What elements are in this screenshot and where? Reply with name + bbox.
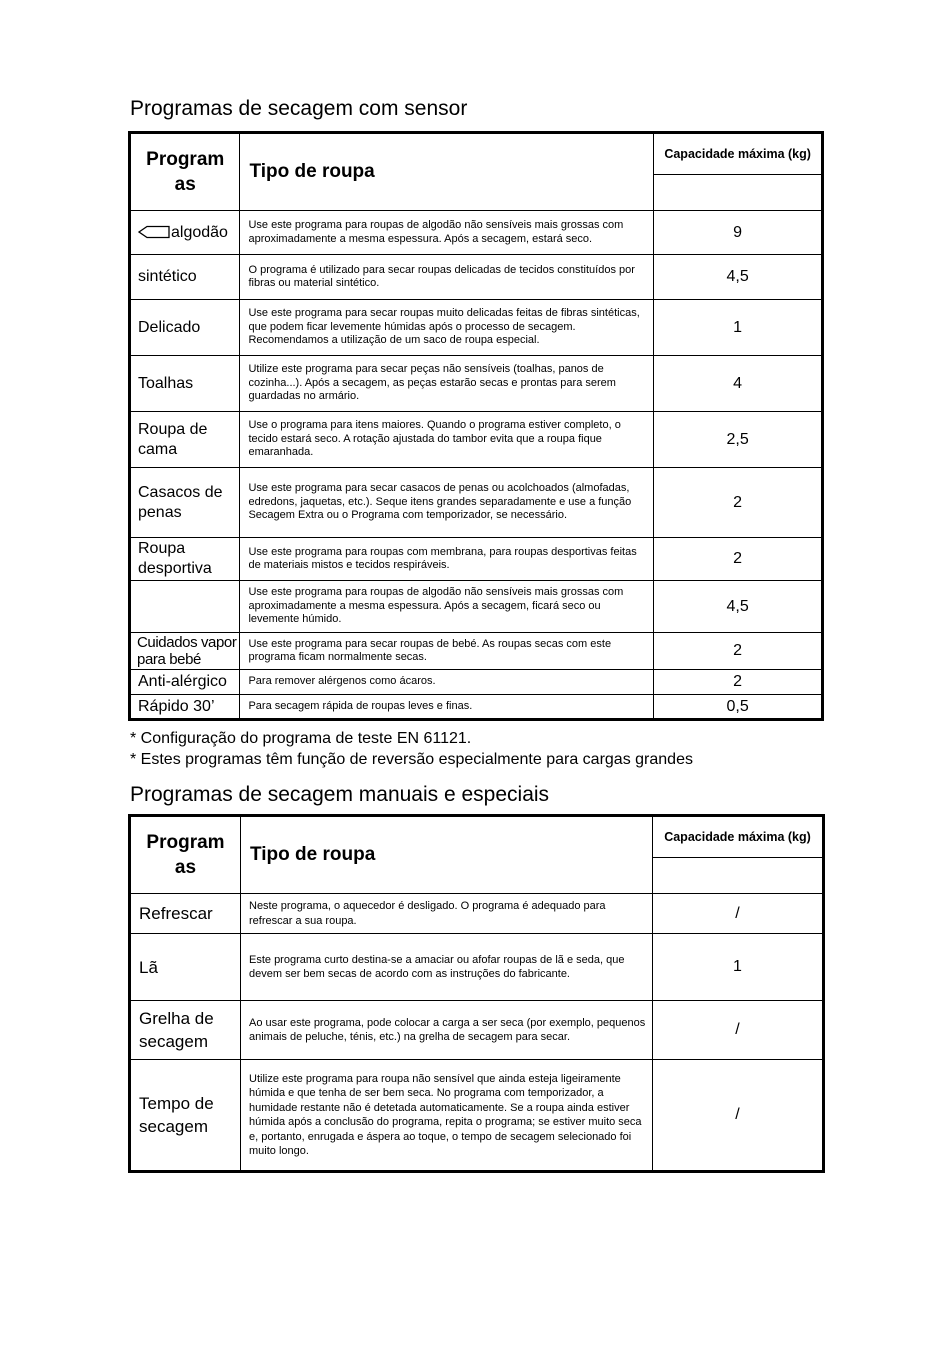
program-description: Este programa curto destina-se a amaciar ou afofar roupas de lã e seda, que devem ser bem secas de acordo com as instruções do fabricante.: [241, 934, 653, 1001]
header-capacity: Capacidade máxima (kg): [654, 133, 823, 175]
program-capacity: 2: [654, 538, 823, 581]
program-row: [130, 255, 823, 300]
program-row: [130, 468, 823, 538]
program-name: [130, 255, 240, 300]
program-name-label: Grelha de secagem: [139, 1009, 214, 1051]
program-capacity: 9: [654, 211, 823, 255]
program-capacity: 1: [653, 934, 824, 1001]
program-name: [130, 670, 240, 695]
sensor-programs-table: [128, 131, 824, 721]
program-capacity: 2: [654, 670, 823, 695]
program-description: Utilize este programa para secar peças não sensíveis (toalhas, panos de cozinha...). Após a secagem, as peças estarão secas e prontas para serem guardadas no armário.: [240, 356, 654, 412]
program-description: Use este programa para secar casacos de penas ou acolchoados (almofadas, edredons, jaquetas, etc.). Seque itens grandes separadamente e use a função Secagem Extra ou o Programa com temporizador, se necessário.: [240, 468, 654, 538]
program-name-label: Lã: [139, 957, 158, 977]
program-row: [130, 1001, 824, 1060]
program-name-label: Toalhas: [138, 374, 194, 392]
program-row: [130, 356, 823, 412]
program-description: Para secagem rápida de roupas leves e finas.: [240, 695, 654, 720]
program-description: Para remover alérgenos como ácaros.: [240, 670, 654, 695]
program-row: [130, 300, 823, 356]
header-programs: [130, 133, 240, 211]
header-programs: [130, 816, 241, 894]
sensor-section-title: Programas de secagem com sensor: [130, 97, 468, 120]
program-capacity: 4: [654, 356, 823, 412]
program-name-label: Refrescar: [139, 904, 213, 923]
program-description: Use este programa para secar roupas de bebé. As roupas secas com este programa ficam normalmente secas.: [240, 633, 654, 670]
program-description: Use este programa para roupas de algodão não sensíveis mais grossas com aproximadamente a mesma espessura. Após a secagem, ficará seco ou levemente húmido.: [240, 581, 654, 633]
program-description: Use este programa para roupas de algodão não sensíveis mais grossas com aproximadamente a mesma espessura. Após a secagem, estará seco.: [240, 211, 654, 255]
program-capacity: 2,5: [654, 412, 823, 468]
header-capacity-empty: [654, 175, 823, 211]
program-name: [130, 934, 241, 1001]
program-name: [130, 695, 240, 720]
program-description: Ao usar este programa, pode colocar a carga a ser seca (por exemplo, pequenos animais de peluche, ténis, etc.) na grelha de secagem para secar.: [241, 1001, 653, 1060]
program-name: [130, 1001, 241, 1060]
program-name: [130, 538, 240, 581]
program-description: O programa é utilizado para secar roupas delicadas de tecidos constituídos por fibras ou material sintético.: [240, 255, 654, 300]
program-name: [130, 581, 240, 633]
program-name-label: Rápido 30’: [138, 697, 215, 715]
footnote-test-program: * Configuração do programa de teste EN 61121.: [130, 730, 472, 747]
program-name-label: Casacos de penas: [138, 483, 223, 521]
program-name: [130, 1060, 241, 1172]
program-capacity: /: [653, 1060, 824, 1172]
program-name: [130, 633, 240, 670]
cotton-symbol-icon: [138, 225, 170, 239]
program-row: [130, 695, 823, 720]
program-capacity: 4,5: [654, 581, 823, 633]
program-name-label: Tempo de secagem: [139, 1094, 214, 1136]
program-name-label: Anti-alérgico: [138, 673, 227, 690]
program-name: [130, 211, 240, 255]
program-name-label: Cuidados vapor para bebé: [137, 634, 237, 668]
program-capacity: /: [653, 894, 824, 934]
program-capacity: /: [653, 1001, 824, 1060]
program-row: [130, 670, 823, 695]
header-clothing-type: Tipo de roupa: [240, 133, 654, 211]
program-row: [130, 633, 823, 670]
program-name-label: sintético: [138, 268, 197, 285]
program-name: [130, 412, 240, 468]
header-programs-label: Program as: [146, 832, 225, 878]
program-description: Neste programa, o aquecedor é desligado. O programa é adequado para refrescar a sua roupa.: [241, 894, 653, 934]
program-capacity: 2: [654, 633, 823, 670]
footnotes: [130, 728, 693, 770]
program-row: [130, 934, 824, 1001]
program-description: Use este programa para secar roupas muito delicadas feitas de fibras sintéticas, que podem ficar levemente húmidas após o processo de secagem. Recomendamos a utilização de um saco de roupa especial.: [240, 300, 654, 356]
program-name: [130, 300, 240, 356]
program-description: Utilize este programa para roupa não sensível que ainda esteja ligeiramente húmida e que tenha de ser bem seca. No programa com temporizador, a humidade restante não é detetada automaticamente. Se a roupa ainda estiver húmida após a conclusão do programa, repita o programa; se estiver muito seca e, portanto, enrugada e áspera ao toque, o tempo de secagem selecionado foi muito longo.: [241, 1060, 653, 1172]
footnote-reversal: * Estes programas têm função de reversão especialmente para cargas grandes: [130, 751, 693, 768]
program-name-label: Roupa desportiva: [138, 540, 212, 577]
program-name-label: algodão: [171, 223, 228, 241]
program-row: [130, 581, 823, 633]
program-capacity: 1: [654, 300, 823, 356]
program-description: Use o programa para itens maiores. Quando o programa estiver completo, o tecido estará seco. A rotação ajustada do tambor evita que a roupa fique emaranhada.: [240, 412, 654, 468]
header-capacity-empty: [653, 858, 824, 894]
program-row: [130, 894, 824, 934]
header-programs-label: Program as: [146, 149, 225, 195]
program-row: [130, 211, 823, 255]
program-name-label: Delicado: [138, 318, 201, 336]
header-capacity: Capacidade máxima (kg): [653, 816, 824, 858]
program-capacity: 2: [654, 468, 823, 538]
program-name: [130, 894, 241, 934]
program-name-label: Roupa de cama: [138, 420, 208, 458]
program-description: Use este programa para roupas com membrana, para roupas desportivas feitas de materiais mistos e tecidos respiráveis.: [240, 538, 654, 581]
program-row: [130, 412, 823, 468]
program-capacity: 4,5: [654, 255, 823, 300]
program-capacity: 0,5: [654, 695, 823, 720]
program-name: [130, 356, 240, 412]
header-clothing-type: Tipo de roupa: [241, 816, 653, 894]
program-row: [130, 538, 823, 581]
manual-section-title: Programas de secagem manuais e especiais: [130, 783, 550, 806]
program-row: [130, 1060, 824, 1172]
manual-programs-table: [128, 814, 825, 1173]
program-name: [130, 468, 240, 538]
